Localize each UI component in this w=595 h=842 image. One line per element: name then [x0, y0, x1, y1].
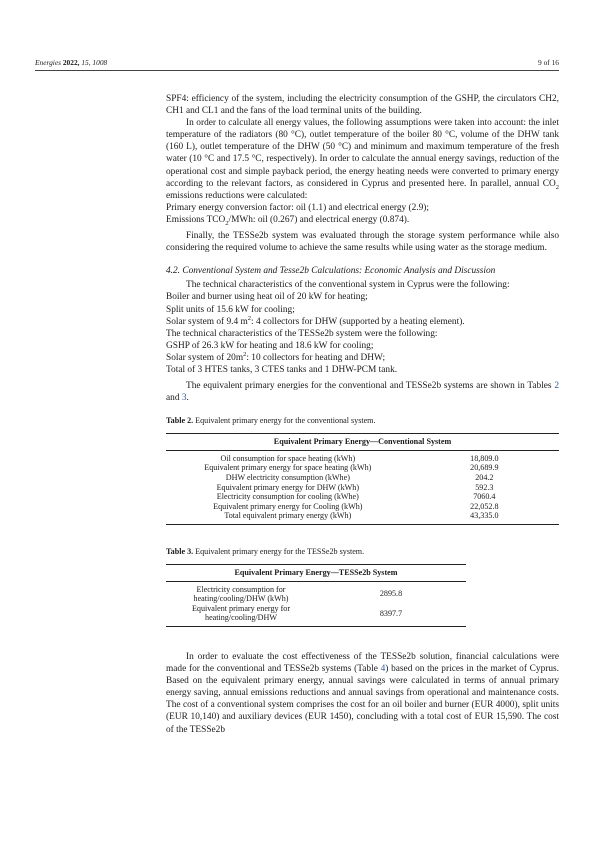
table-row: Oil consumption for space heating (kWh) 18,809.0 — [220, 453, 499, 463]
list-item: Boiler and burner using heat oil of 20 kW for heating; — [166, 292, 368, 303]
running-header — [35, 58, 559, 68]
section-heading: 4.2. Conventional System and Tesse2b Calculations: Economic Analysis and Discussion — [166, 266, 496, 277]
paragraph-cost: In order to evaluate the cost effectiveness of the TESSe2b solution, financial calculations were made for the conventional and TESSe2b systems (Table 4) based on the prices in the market of Cyprus. Based on the equivalent primary energy, annual savings were calculated in terms of annual primary energy saving, annual emissions reductions and annual savings from operational and maintenance costs. The cost of a conventional system comprises the cost for an oil boiler and burner (EUR 4000), split units (EUR 10,140) and auxiliary devices (EUR 1450), concluding with a total cost of EUR 15,590. The cost of the TESSe2b — [166, 651, 559, 735]
table-row: Electricity consumption for cooling (kWhe) 7060.4 — [216, 492, 496, 502]
table-row: Equivalent primary energy for heating/cooling/DHW 8397.7 — [166, 604, 466, 627]
table-row: Electricity consumption for heating/cooling/DHW (kWh) 2895.8 — [193, 584, 403, 604]
list-item: Solar system of 9.4 $m^2$: 4 collectors for DHW (supported by a heating element). — [166, 314, 465, 327]
factor-line-2: Emissions $TCO_2$/MWh: oil (0.267) and electrical energy (0.874). — [166, 214, 410, 227]
table-3 — [166, 564, 466, 627]
table-3-header: Equivalent Primary Energy—TESSe2b System — [166, 565, 466, 582]
list-item: GSHP of 26.3 kW for heating and 18.6 kW for cooling; — [166, 340, 374, 351]
list-item: The technical characteristics of the TESSe2b system were the following: — [166, 328, 438, 339]
list-item: Split units of 15.6 kW for cooling; — [166, 304, 295, 315]
table-3-link[interactable]: 3 — [181, 393, 187, 404]
table-row: Equivalent primary energy for DHW (kWh) 592.3 — [216, 482, 494, 492]
page-number: 9 of 16 — [538, 58, 559, 67]
table-row: DHW electricity consumption (kWhe) 204.2 — [225, 473, 494, 483]
table-2 — [166, 433, 559, 525]
body-text — [166, 93, 559, 736]
list-item: Total of 3 HTES tanks, 3 CTES tanks and 1 DHW-PCM tank. — [166, 364, 398, 375]
table-row: Total equivalent primary energy (kWh) 43,335.0 — [166, 511, 559, 524]
paragraph-storage: Finally, the TESSe2b system was evaluated through the storage system performance while also considering the required volume to achieve the same results while using water as the storage medium. — [166, 231, 559, 254]
list-item: Solar system of $20m^2$: 10 collectors for heating and DHW; — [166, 350, 386, 363]
table-2-caption: Table 2. Equivalent primary energy for the conventional system. — [166, 416, 376, 426]
header-rule — [35, 70, 559, 71]
paragraph-tables-ref: The equivalent primary energies for the conventional and TESSe2b systems are shown in Tables 2 and 3. — [166, 381, 559, 404]
paragraph-conventional: The technical characteristics of the conventional system in Cyprus were the following: — [186, 280, 510, 291]
journal-citation: Energies 2022, 15, 1008 — [35, 58, 108, 67]
table-2-link[interactable]: 2 — [554, 381, 559, 392]
table-4-link[interactable]: 4 — [380, 664, 386, 675]
conversion-factors — [166, 202, 559, 226]
paragraph-spf4: SPF4: efficiency of the system, including the electricity consumption of the GSHP, the circulators CH2, CH1 and CL1 and the fans of the load terminal units of the building. — [166, 94, 559, 117]
paragraph-assumptions: In order to calculate all energy values, the following assumptions were taken into account: the inlet temperature of the radiators (80 °C), outlet temperature of the boiler 80 °C, volume of the DHW tank (160 L), outlet temperature of the DHW (50 °C) and minimum and maximum temperature of the fresh water (10 °C and 17.5 °C, respectively). In order to calculate the annual energy savings, reduction of the operational cost and simple payback period, the energy heating needs were converted to primary energy according to the relevant factors, as considered in Cyprus and presented here. In parallel, annual $CO_2$ emissions reductions were calculated: — [166, 118, 559, 201]
table-row: Equivalent primary energy for Cooling (kWh) 22,052.8 — [213, 501, 499, 511]
factor-line-1: Primary energy conversion factor: oil (1.1) and electrical energy (2.9); — [166, 202, 429, 213]
table-3-caption: Table 3. Equivalent primary energy for the TESSe2b system. — [166, 547, 365, 556]
conventional-list — [166, 291, 559, 376]
table-2-header: Equivalent Primary Energy—Conventional System — [166, 434, 559, 451]
table-row: Equivalent primary energy for space heating (kWh) 20,689.9 — [204, 463, 499, 473]
